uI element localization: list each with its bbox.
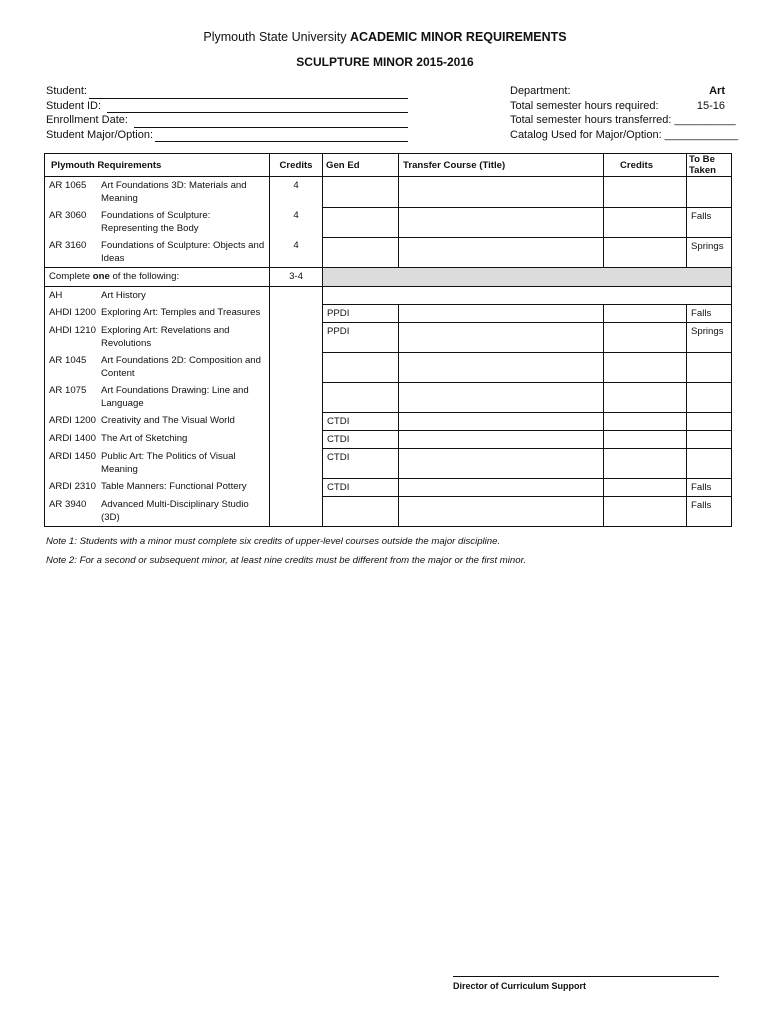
course-cell — [45, 496, 270, 527]
choose-one-label — [45, 268, 270, 287]
credits-cell — [270, 304, 323, 322]
transfer-credits-cell[interactable] — [604, 430, 687, 448]
transfer-cell[interactable] — [399, 430, 604, 448]
credits-cell — [270, 496, 323, 527]
course-name: Exploring Art: Temples and Treasures — [101, 307, 261, 318]
title-prefix: Plymouth State University — [203, 30, 347, 44]
course-cell — [45, 412, 270, 430]
course-cell — [45, 382, 270, 412]
course-name: Exploring Art: Revelations and Revolutions — [101, 325, 230, 349]
header-transfer: Transfer Course (Title) — [399, 154, 604, 177]
transfer-cell[interactable] — [399, 304, 604, 322]
transfer-credits-cell[interactable] — [604, 478, 687, 496]
course-name: Creativity and The Visual World — [101, 415, 235, 426]
department-info — [510, 84, 739, 142]
course-code: ARDI 1400 — [49, 433, 96, 444]
course-cell — [45, 448, 270, 478]
requirements-table — [44, 153, 732, 527]
transfer-cell[interactable] — [399, 412, 604, 430]
credits-cell — [270, 448, 323, 478]
page-subtitle: SCULPTURE MINOR 2015-2016 — [296, 55, 474, 69]
course-name: Foundations of Sculpture: Objects and Ideas — [101, 240, 265, 264]
transfer-credits-cell[interactable] — [604, 177, 687, 208]
student-label: Student: — [46, 85, 87, 97]
take-cell[interactable]: Falls — [687, 207, 732, 237]
credits-cell — [270, 322, 323, 352]
student-line[interactable] — [89, 87, 408, 99]
note-1: Note 1: Students with a minor must complete six credits of upper-level courses outside the major discipline. — [46, 536, 501, 547]
gened-cell[interactable] — [323, 352, 399, 382]
course-code: AR 3160 — [49, 240, 87, 251]
course-code: AH — [49, 290, 63, 301]
catalog-row[interactable] — [510, 128, 739, 143]
note-2: Note 2: For a second or subsequent minor, at least nine credits must be different from the major or the first minor. — [46, 555, 527, 566]
signature-line[interactable] — [453, 976, 719, 977]
hours-transferred-text: Total semester hours transferred: __________ — [510, 114, 736, 126]
take-cell[interactable] — [687, 448, 732, 478]
choose-prefix: Complete — [49, 271, 93, 282]
table-row — [45, 207, 732, 237]
transfer-credits-cell[interactable] — [604, 412, 687, 430]
table-header-row — [45, 154, 732, 177]
transfer-credits-cell[interactable] — [604, 237, 687, 268]
transfer-cell[interactable] — [399, 448, 604, 478]
header-transfer-credits: Credits — [604, 154, 687, 177]
transfer-credits-cell[interactable] — [604, 382, 687, 412]
course-code: AR 1045 — [49, 355, 87, 366]
department-row — [510, 84, 725, 99]
table-row — [45, 448, 732, 478]
course-code: AR 3940 — [49, 499, 87, 510]
transfer-credits-cell[interactable] — [604, 207, 687, 237]
course-name: Art Foundations 3D: Materials and Meaning — [101, 180, 247, 204]
course-cell — [45, 207, 270, 237]
course-cell — [45, 478, 270, 496]
course-code: ARDI 1200 — [49, 415, 96, 426]
transfer-credits-cell[interactable] — [604, 322, 687, 352]
transfer-cell[interactable] — [399, 478, 604, 496]
transfer-cell[interactable] — [399, 207, 604, 237]
table-row — [45, 478, 732, 496]
credits-cell — [270, 287, 323, 305]
enrollment-date-line[interactable] — [134, 116, 408, 128]
credits-cell — [270, 382, 323, 412]
credits-cell — [270, 430, 323, 448]
header-credits: Credits — [270, 154, 323, 177]
credits-cell: 4 — [270, 177, 323, 208]
header-gened: Gen Ed — [323, 154, 399, 177]
take-cell[interactable] — [687, 430, 732, 448]
take-cell[interactable] — [687, 382, 732, 412]
credits-cell — [270, 478, 323, 496]
course-cell — [45, 322, 270, 352]
credits-cell — [270, 352, 323, 382]
gened-cell[interactable]: CTDI — [323, 412, 399, 430]
course-name: Table Manners: Functional Pottery — [101, 481, 247, 492]
hours-required-row — [510, 99, 725, 114]
course-name: Art Foundations Drawing: Line and Language — [101, 385, 249, 409]
transfer-cell[interactable] — [399, 382, 604, 412]
take-cell[interactable]: Falls — [687, 496, 732, 527]
table-row — [45, 287, 732, 305]
course-code: ARDI 2310 — [49, 481, 96, 492]
enrollment-date-field[interactable] — [46, 113, 408, 128]
gened-cell[interactable] — [323, 382, 399, 412]
student-info — [46, 84, 408, 142]
course-name: Foundations of Sculpture: Representing the Body — [101, 210, 211, 234]
gened-cell[interactable]: CTDI — [323, 448, 399, 478]
course-cell — [45, 177, 270, 208]
gened-cell[interactable]: PPDI — [323, 304, 399, 322]
course-name: The Art of Sketching — [101, 433, 188, 444]
credits-cell: 4 — [270, 237, 323, 268]
course-cell — [45, 430, 270, 448]
department-value: Art — [709, 85, 725, 97]
course-cell — [45, 287, 270, 305]
transfer-credits-cell[interactable] — [604, 304, 687, 322]
transfer-credits-cell[interactable] — [604, 448, 687, 478]
course-cell — [45, 237, 270, 268]
hours-required-label: Total semester hours required: — [510, 99, 659, 112]
course-name: Advanced Multi-Disciplinary Studio (3D) — [101, 499, 249, 523]
signature-label: Director of Curriculum Support — [453, 981, 587, 991]
major-option-label: Student Major/Option: — [46, 128, 154, 141]
table-row — [45, 412, 732, 430]
art-history-blank — [323, 287, 732, 305]
transfer-cell[interactable] — [399, 352, 604, 382]
take-cell[interactable]: Falls — [687, 478, 732, 496]
choose-suffix: of the following: — [109, 271, 180, 282]
major-option-line[interactable] — [155, 130, 408, 142]
gened-cell[interactable]: CTDI — [323, 430, 399, 448]
credits-cell: 4 — [270, 207, 323, 237]
choose-one-row — [45, 268, 732, 287]
table-row — [45, 382, 732, 412]
student-field[interactable] — [46, 84, 408, 99]
take-cell[interactable] — [687, 177, 732, 208]
course-cell — [45, 304, 270, 322]
take-cell[interactable]: Springs — [687, 237, 732, 268]
student-id-label: Student ID: — [46, 99, 102, 112]
transfer-cell[interactable] — [399, 496, 604, 527]
take-cell[interactable] — [687, 352, 732, 382]
enrollment-date-label: Enrollment Date: — [46, 114, 128, 126]
transfer-credits-cell[interactable] — [604, 496, 687, 527]
table-row — [45, 430, 732, 448]
student-id-field[interactable] — [46, 99, 408, 114]
title-bold: ACADEMIC MINOR REQUIREMENTS — [349, 30, 567, 44]
choose-bold: one — [92, 271, 110, 282]
transfer-cell[interactable] — [399, 322, 604, 352]
header-to-be-taken: To Be Taken — [687, 154, 732, 177]
course-code: AHDI 1200 — [49, 307, 96, 318]
credits-cell — [270, 412, 323, 430]
gened-cell[interactable]: CTDI — [323, 478, 399, 496]
page-title — [0, 30, 770, 44]
course-code: ARDI 1450 — [49, 451, 96, 462]
transfer-cell[interactable] — [399, 177, 604, 208]
gened-cell[interactable] — [323, 177, 399, 208]
choose-gray-band — [323, 268, 732, 287]
course-name: Public Art: The Politics of Visual Meaning — [101, 451, 236, 475]
table-row — [45, 177, 732, 208]
student-id-line[interactable] — [107, 101, 408, 113]
gened-cell[interactable] — [323, 237, 399, 268]
notes — [46, 532, 526, 570]
choose-credits: 3-4 — [270, 268, 323, 287]
take-cell[interactable]: Springs — [687, 322, 732, 352]
course-code: AR 1065 — [49, 180, 87, 191]
department-label: Department: — [510, 85, 571, 97]
gened-cell[interactable]: PPDI — [323, 322, 399, 352]
course-name: Art Foundations 2D: Composition and Content — [101, 355, 261, 379]
table-row — [45, 237, 732, 268]
table-row — [45, 304, 732, 322]
course-code: AHDI 1210 — [49, 325, 96, 336]
hours-required-value: 15-16 — [696, 99, 725, 112]
table-row — [45, 352, 732, 382]
major-option-field[interactable] — [46, 128, 408, 143]
gened-cell[interactable] — [323, 207, 399, 237]
transfer-credits-cell[interactable] — [604, 352, 687, 382]
gened-cell[interactable] — [323, 496, 399, 527]
table-row — [45, 496, 732, 527]
take-cell[interactable] — [687, 412, 732, 430]
course-name: Art History — [101, 290, 146, 301]
course-code: AR 3060 — [49, 210, 87, 221]
table-row — [45, 322, 732, 352]
course-cell — [45, 352, 270, 382]
take-cell[interactable]: Falls — [687, 304, 732, 322]
course-code: AR 1075 — [49, 385, 87, 396]
catalog-text: Catalog Used for Major/Option: ____________ — [510, 128, 739, 141]
hours-transferred-row[interactable] — [510, 113, 736, 128]
header-plymouth: Plymouth Requirements — [45, 154, 270, 177]
transfer-cell[interactable] — [399, 237, 604, 268]
